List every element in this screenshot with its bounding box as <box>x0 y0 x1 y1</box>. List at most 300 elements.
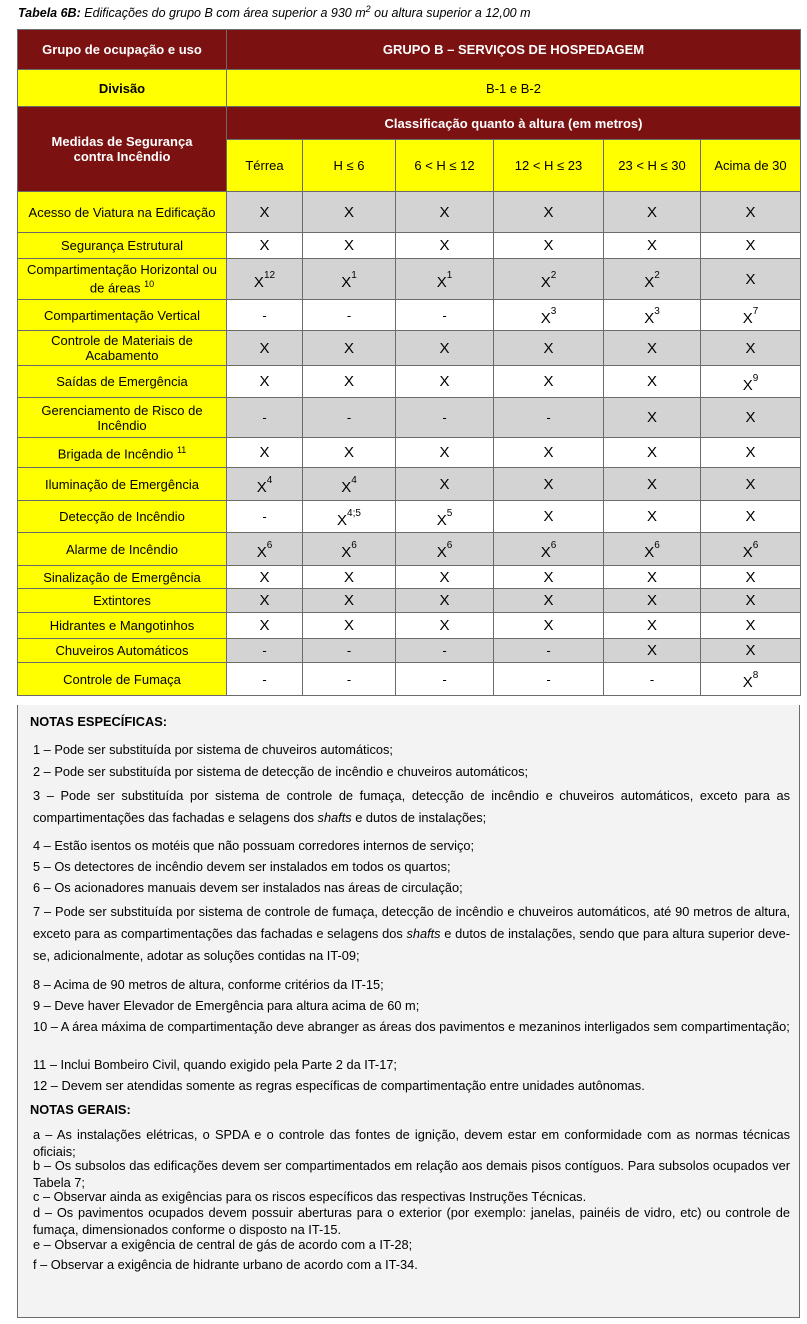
requirement-cell <box>701 468 801 501</box>
requirement-mark: X <box>439 592 450 609</box>
table-row <box>18 192 801 233</box>
requirement-cell <box>227 501 303 533</box>
measure-label-text: Alarme de Incêndio <box>65 541 178 557</box>
requirement-cell <box>396 300 494 331</box>
requirement-cell <box>227 566 303 589</box>
measure-label-text: Compartimentação Vertical <box>43 307 201 323</box>
group-label: Grupo de ocupação e uso <box>18 30 227 70</box>
requirement-mark: - <box>346 671 352 687</box>
column-header: H ≤ 6 <box>303 140 396 192</box>
requirement-cell <box>303 589 396 613</box>
requirement-cell <box>227 533 303 566</box>
requirement-cell <box>494 468 604 501</box>
measure-label-text: Extintores <box>93 593 151 608</box>
requirement-cell <box>396 663 494 696</box>
requirement-cell <box>494 259 604 300</box>
table-caption <box>18 4 531 20</box>
requirement-mark: X <box>439 617 450 634</box>
requirement-mark: X <box>745 642 756 659</box>
requirement-cell <box>604 398 701 438</box>
note-item: 7 – Pode ser substituída por sistema de controle de fumaça, detecção de incêndio e chuveiros automáticos, até 90 metros de altura, exceto para as compartimentações das fachadas e selagens dos shafts e dutos de instalações, sendo que para altura superior deve-se, adicionalmente, adotar as soluções contidas na IT-09; <box>33 904 791 963</box>
requirement-cell <box>396 259 494 300</box>
note-item: 1 – Pode ser substituída por sistema de chuveiros automáticos; <box>33 742 393 757</box>
requirement-mark: X <box>439 237 450 254</box>
requirement-note-ref: 1 <box>351 270 357 281</box>
measure-label-text: Gerenciamento de Risco de Incêndio <box>41 402 203 433</box>
division-value: B-1 e B-2 <box>227 70 801 107</box>
table-row <box>18 639 801 663</box>
requirement-cell <box>494 639 604 663</box>
note-item: 5 – Os detectores de incêndio devem ser instalados em todos os quartos; <box>33 859 451 874</box>
requirement-mark: X <box>646 642 657 659</box>
requirement-cell <box>701 259 801 300</box>
requirement-cell <box>604 501 701 533</box>
note-item: 10 – A área máxima de compartimentação deve abranger as áreas dos pavimentos e mezaninos interligados sem compartimentação; <box>33 1019 790 1034</box>
requirement-mark: X <box>343 444 354 461</box>
requirement-note-ref: 6 <box>351 540 357 551</box>
requirement-cell <box>494 438 604 468</box>
requirement-mark: X <box>742 674 753 691</box>
measure-label-text: Chuveiros Automáticos <box>55 643 189 658</box>
requirement-cell <box>303 501 396 533</box>
requirement-cell <box>494 533 604 566</box>
note-item: 9 – Deve haver Elevador de Emergência para altura acima de 60 m; <box>33 998 420 1013</box>
note-item: 4 – Estão isentos os motéis que não possuam corredores internos de serviço; <box>33 838 475 853</box>
requirement-cell <box>396 233 494 259</box>
requirement-mark: X <box>439 373 450 390</box>
measure-label <box>18 398 227 438</box>
table-row <box>18 501 801 533</box>
requirement-cell <box>604 613 701 639</box>
requirement-cell <box>303 259 396 300</box>
requirement-mark: X <box>343 592 354 609</box>
requirement-mark: X <box>256 479 267 496</box>
measure-label-text: Saídas de Emergência <box>56 374 188 389</box>
requirement-mark: X <box>745 339 756 357</box>
requirement-cell <box>396 468 494 501</box>
measure-label-text: Detecção de Incêndio <box>59 509 185 524</box>
requirement-mark: X <box>343 373 354 390</box>
requirement-mark: X <box>646 237 657 254</box>
requirement-cell <box>396 366 494 398</box>
requirement-cell <box>303 192 396 233</box>
note-item: 2 – Pode ser substituída por sistema de detecção de incêndio e chuveiros automáticos; <box>33 764 529 779</box>
requirement-mark: - <box>546 643 551 658</box>
requirement-mark: X <box>259 617 270 634</box>
notes-section <box>17 705 800 1318</box>
measure-label <box>18 663 227 696</box>
requirement-cell <box>701 533 801 566</box>
requirement-cell <box>494 613 604 639</box>
requirement-mark: X <box>646 203 657 221</box>
requirement-mark: X <box>439 339 450 357</box>
measure-label <box>18 438 227 468</box>
requirement-cell <box>701 663 801 696</box>
requirement-mark: X <box>543 339 554 357</box>
requirement-cell <box>604 438 701 468</box>
requirement-cell <box>701 366 801 398</box>
note-general-item: d – Os pavimentos ocupados devem possuir aberturas para o exterior (por exemplo: janelas, painéis de vidro, etc) ou controle de fumaça, dimensionados conforme o disposto na IT-15. <box>33 1205 790 1237</box>
requirement-note-ref: 4 <box>266 475 273 486</box>
requirement-cell <box>303 566 396 589</box>
requirement-cell <box>227 259 303 300</box>
measure-label <box>18 259 227 300</box>
requirement-mark: X <box>341 479 352 496</box>
requirement-cell <box>701 300 801 331</box>
requirement-cell <box>701 398 801 438</box>
note-item: 6 – Os acionadores manuais devem ser instalados nas áreas de circulação; <box>33 880 463 895</box>
measure-label-text: Compartimentação Horizontal ou de áreas <box>26 262 218 296</box>
requirement-mark: - <box>546 410 551 425</box>
requirement-cell <box>604 259 701 300</box>
requirement-cell <box>396 192 494 233</box>
table-row <box>18 398 801 438</box>
requirement-cell <box>701 613 801 639</box>
requirement-mark: X <box>259 339 270 357</box>
requirement-cell <box>701 192 801 233</box>
requirements-table <box>17 29 801 696</box>
requirement-note-ref: 7 <box>752 306 759 317</box>
caption-prefix: Tabela 6B: <box>18 6 81 21</box>
measure-label-text: Controle de Fumaça <box>63 671 181 687</box>
requirement-mark: X <box>259 203 270 221</box>
requirement-cell <box>494 398 604 438</box>
requirement-note-ref: 3 <box>654 306 660 317</box>
requirement-mark: X <box>745 475 756 493</box>
column-header: 23 < H ≤ 30 <box>604 140 701 192</box>
requirement-cell <box>604 468 701 501</box>
measure-label <box>18 300 227 331</box>
requirement-cell <box>227 366 303 398</box>
requirement-mark: X <box>343 237 354 254</box>
requirement-mark: X <box>259 568 270 586</box>
note-general-item: b – Os subsolos das edificações devem ser compartimentados em relação aos demais pisos contíguos. Para subsolos ocupados ver Tabela 7; <box>33 1158 790 1190</box>
measure-label-text: Brigada de Incêndio <box>57 446 174 462</box>
requirement-cell <box>604 663 701 696</box>
note-item: 12 – Devem ser atendidas somente as regras específicas de compartimentação entre unidades autônomas. <box>33 1078 645 1093</box>
requirement-cell <box>494 663 604 696</box>
requirement-cell <box>494 300 604 331</box>
notes-specific-title: NOTAS ESPECÍFICAS: <box>30 714 167 729</box>
note-general-item: f – Observar a exigência de hidrante urbano de acordo com a IT-34. <box>33 1257 418 1272</box>
requirement-mark: X <box>439 475 450 493</box>
requirement-note-ref: 6 <box>266 540 273 551</box>
requirement-cell <box>227 192 303 233</box>
requirement-cell <box>604 366 701 398</box>
measure-label-note: 11 <box>176 445 187 456</box>
requirement-mark: X <box>646 475 657 493</box>
requirement-mark: X <box>646 568 657 586</box>
column-header: Acima de 30 <box>701 140 801 192</box>
caption-text-end: ou altura superior a 12,00 m <box>370 6 531 21</box>
requirement-mark: X <box>745 270 756 288</box>
requirement-cell <box>604 192 701 233</box>
requirement-mark: - <box>442 671 447 687</box>
requirement-mark: X <box>259 592 270 609</box>
measure-label <box>18 366 227 398</box>
requirement-cell <box>396 533 494 566</box>
requirement-cell <box>701 589 801 613</box>
requirement-mark: X <box>742 544 753 561</box>
requirement-mark: X <box>646 592 657 609</box>
requirement-cell <box>303 300 396 331</box>
requirement-cell <box>701 566 801 589</box>
requirement-mark: X <box>341 544 352 561</box>
requirement-cell <box>396 398 494 438</box>
requirement-mark: X <box>439 203 450 221</box>
requirement-cell <box>494 566 604 589</box>
requirement-note-ref: 6 <box>752 540 759 551</box>
requirement-mark: X <box>543 475 554 493</box>
requirement-mark: X <box>745 409 756 426</box>
requirement-mark: X <box>745 592 756 609</box>
note-item: 3 – Pode ser substituída por sistema de controle de fumaça, detecção de incêndio e chuveiros automáticos, exceto para as compartimentações das fachadas e selagens dos shafts e dutos de instalações; <box>33 788 790 825</box>
measure-label <box>18 589 227 613</box>
table-row <box>18 259 801 300</box>
measure-label <box>18 331 227 366</box>
measure-label-text: Sinalização de Emergência <box>43 569 201 585</box>
requirement-cell <box>604 331 701 366</box>
requirement-mark: X <box>646 444 657 461</box>
requirement-cell <box>227 233 303 259</box>
measure-label-text: Segurança Estrutural <box>60 238 184 253</box>
requirement-note-ref: 6 <box>446 540 453 551</box>
requirement-cell <box>604 566 701 589</box>
requirement-cell <box>701 639 801 663</box>
measure-label-text: Hidrantes e Mangotinhos <box>49 618 195 633</box>
requirement-cell <box>396 639 494 663</box>
requirement-mark: - <box>262 671 267 687</box>
measure-label-text: Acesso de Viatura na Edificação <box>28 204 216 220</box>
measure-label <box>18 501 227 533</box>
note-general-item: e – Observar a exigência de central de gás de acordo com a IT-28; <box>33 1237 413 1252</box>
requirement-mark: - <box>442 643 447 658</box>
requirement-mark: X <box>644 274 655 291</box>
requirement-cell <box>396 438 494 468</box>
requirement-note-ref: 8 <box>752 670 759 681</box>
requirement-mark: X <box>540 310 551 327</box>
requirement-mark: X <box>646 409 657 426</box>
requirement-cell <box>604 300 701 331</box>
notes-general-title: NOTAS GERAIS: <box>30 1102 131 1117</box>
requirement-mark: X <box>436 511 447 529</box>
measure-label <box>18 468 227 501</box>
requirement-cell <box>604 533 701 566</box>
table-row <box>18 566 801 589</box>
table-row <box>18 533 801 566</box>
requirement-mark: X <box>543 237 554 254</box>
measures-label: Medidas de Segurança contra Incêndio <box>18 107 227 192</box>
requirement-mark: X <box>540 274 551 291</box>
requirement-cell <box>303 233 396 259</box>
requirement-cell <box>227 613 303 639</box>
note-item: 11 – Inclui Bombeiro Civil, quando exigido pela Parte 2 da IT-17; <box>33 1057 397 1072</box>
requirement-cell <box>494 366 604 398</box>
requirement-cell <box>303 639 396 663</box>
requirement-mark: X <box>745 568 756 586</box>
table-row <box>18 331 801 366</box>
requirement-cell <box>227 398 303 438</box>
requirement-mark: X <box>343 568 354 586</box>
requirement-note-ref: 4 <box>351 475 357 486</box>
note-item: 8 – Acima de 90 metros de altura, conforme critérios da IT-15; <box>33 977 384 992</box>
measure-label-note: 10 <box>144 279 155 290</box>
requirement-cell <box>303 613 396 639</box>
requirement-cell <box>396 331 494 366</box>
requirement-note-ref: 5 <box>446 507 453 519</box>
column-header: 6 < H ≤ 12 <box>396 140 494 192</box>
requirement-mark: X <box>543 203 554 221</box>
requirement-cell <box>303 533 396 566</box>
requirement-cell <box>303 468 396 501</box>
requirement-cell <box>227 438 303 468</box>
column-header: 12 < H ≤ 23 <box>494 140 604 192</box>
requirement-mark: X <box>439 568 450 586</box>
requirement-mark: X <box>253 274 264 291</box>
requirement-cell <box>303 438 396 468</box>
requirement-mark: - <box>262 509 267 524</box>
requirement-cell <box>604 639 701 663</box>
requirement-mark: X <box>256 544 267 561</box>
requirement-mark: X <box>543 508 554 525</box>
requirement-note-ref: 1 <box>446 270 453 281</box>
requirement-mark: X <box>646 508 657 525</box>
measure-label <box>18 566 227 589</box>
requirement-cell <box>396 501 494 533</box>
requirement-mark: - <box>442 307 447 323</box>
requirement-mark: - <box>262 307 267 323</box>
requirement-cell <box>604 589 701 613</box>
requirement-mark: X <box>543 617 554 634</box>
requirement-mark: X <box>742 376 753 394</box>
requirement-cell <box>701 501 801 533</box>
group-value: GRUPO B – SERVIÇOS DE HOSPEDAGEM <box>227 30 801 70</box>
requirement-mark: X <box>543 568 554 586</box>
requirement-mark: X <box>543 592 554 609</box>
requirement-mark: X <box>644 544 655 561</box>
requirement-cell <box>303 398 396 438</box>
measure-label <box>18 233 227 259</box>
requirement-mark: X <box>343 617 354 634</box>
requirement-mark: - <box>346 410 352 425</box>
requirement-mark: X <box>745 237 756 254</box>
requirement-mark: X <box>745 203 756 221</box>
requirement-cell <box>227 639 303 663</box>
measure-label <box>18 639 227 663</box>
requirement-note-ref: 4;5 <box>347 507 361 519</box>
table-row <box>18 438 801 468</box>
requirement-mark: X <box>543 444 554 461</box>
requirement-mark: X <box>343 339 354 357</box>
division-label: Divisão <box>18 70 227 107</box>
requirement-mark: X <box>646 339 657 357</box>
requirement-cell <box>396 613 494 639</box>
requirement-note-ref: 9 <box>752 372 759 384</box>
requirement-mark: X <box>341 274 352 291</box>
requirement-mark: X <box>745 444 756 461</box>
measure-label-text: Iluminação de Emergência <box>45 476 199 492</box>
requirement-mark: X <box>646 617 657 634</box>
table-row <box>18 613 801 639</box>
requirement-note-ref: 2 <box>550 270 557 281</box>
note-general-item: c – Observar ainda as exigências para os riscos específicos das respectivas Instruções Técnicas. <box>33 1189 587 1204</box>
table-row <box>18 663 801 696</box>
requirement-mark: - <box>442 410 447 425</box>
requirement-cell <box>227 468 303 501</box>
requirement-note-ref: 6 <box>550 540 557 551</box>
requirement-cell <box>494 331 604 366</box>
requirement-note-ref: 6 <box>654 540 660 551</box>
requirement-mark: - <box>346 307 352 323</box>
requirement-cell <box>227 300 303 331</box>
table-row <box>18 589 801 613</box>
requirement-cell <box>604 233 701 259</box>
requirement-mark: X <box>745 617 756 634</box>
caption-text: Edificações do grupo B com área superior a 930 m <box>80 6 366 21</box>
requirement-note-ref: 2 <box>654 270 660 281</box>
requirement-mark: - <box>346 643 352 658</box>
requirement-mark: - <box>649 671 655 687</box>
requirement-cell <box>701 233 801 259</box>
requirement-cell <box>303 366 396 398</box>
requirement-cell <box>396 589 494 613</box>
classification-label: Classificação quanto à altura (em metros) <box>227 107 801 140</box>
requirement-cell <box>494 192 604 233</box>
table-row <box>18 366 801 398</box>
measure-label-text: Controle de Materiais de Acabamento <box>51 333 193 363</box>
measure-label <box>18 192 227 233</box>
caption-sup: 2 <box>365 4 371 14</box>
requirement-cell <box>227 663 303 696</box>
requirement-mark: - <box>262 410 267 425</box>
requirement-mark: X <box>644 310 655 327</box>
requirement-note-ref: 3 <box>550 306 557 317</box>
requirement-mark: - <box>262 643 267 658</box>
requirement-cell <box>227 331 303 366</box>
requirement-mark: X <box>436 274 447 291</box>
requirement-mark: X <box>259 237 270 254</box>
requirement-mark: X <box>742 310 753 327</box>
requirement-mark: X <box>540 544 551 561</box>
requirement-mark: X <box>259 373 270 390</box>
requirement-cell <box>396 566 494 589</box>
requirement-mark: X <box>259 444 270 461</box>
requirement-cell <box>494 589 604 613</box>
requirement-cell <box>701 438 801 468</box>
requirement-mark: X <box>337 511 348 529</box>
requirement-cell <box>303 663 396 696</box>
requirement-cell <box>494 233 604 259</box>
table-row <box>18 300 801 331</box>
note-general-item: a – As instalações elétricas, o SPDA e o controle das fontes de ignição, devem estar em conformidade com as normas técnicas oficiais; <box>33 1127 790 1159</box>
table-row <box>18 233 801 259</box>
table-row <box>18 468 801 501</box>
requirement-mark: X <box>745 508 756 525</box>
measure-label <box>18 613 227 639</box>
requirement-cell <box>303 331 396 366</box>
requirement-mark: X <box>343 203 354 221</box>
requirement-mark: X <box>646 373 657 390</box>
measure-label <box>18 533 227 566</box>
requirement-cell <box>701 331 801 366</box>
column-header: Térrea <box>227 140 303 192</box>
requirement-cell <box>494 501 604 533</box>
requirement-mark: - <box>546 671 551 687</box>
requirement-mark: X <box>436 544 447 561</box>
requirement-note-ref: 12 <box>263 270 276 281</box>
requirement-mark: X <box>543 373 554 390</box>
requirement-cell <box>227 589 303 613</box>
